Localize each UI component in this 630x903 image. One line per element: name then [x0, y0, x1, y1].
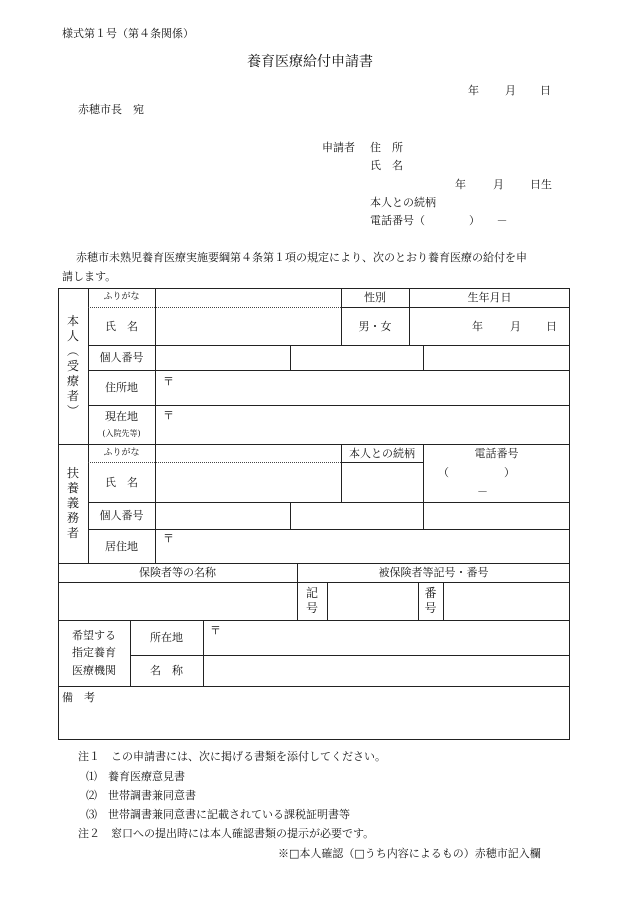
guardian-phone-dash: － [477, 485, 488, 498]
patient-dob-month: 月 [510, 320, 521, 333]
institution-location-postal: 〒 [210, 624, 221, 637]
guardian-residence-field[interactable] [176, 531, 568, 561]
guardian-id-field-3[interactable] [424, 503, 569, 528]
insured-header: 被保険者等記号・番号 [378, 566, 489, 579]
applicant-relation-label: 本人との続柄 [370, 196, 436, 209]
date-day: 日 [540, 84, 551, 97]
patient-id-label: 個人番号 [99, 351, 144, 364]
insured-number-field[interactable] [444, 583, 569, 619]
date-month: 月 [505, 84, 516, 97]
insurer-header: 保険者等の名称 [139, 566, 216, 579]
guardian-id-label: 個人番号 [99, 509, 144, 522]
insurer-name-field[interactable] [59, 583, 296, 619]
guardian-phone-paren: （ ） [438, 466, 515, 479]
applicant-birth-year: 年 [455, 178, 466, 191]
insured-symbol-label: 記 号 [305, 586, 318, 615]
patient-dob-day: 日 [546, 320, 557, 333]
patient-address-field[interactable] [176, 372, 568, 403]
institution-label: 希望する 指定養育 医療機関 [72, 628, 116, 677]
patient-current-postal: 〒 [163, 409, 174, 422]
applicant-birth-month: 月 [493, 178, 504, 191]
patient-dob-header: 生年月日 [467, 291, 512, 304]
note-item-2: ⑵ 世帯調書兼同意書 [86, 789, 196, 802]
guardian-name-label: 氏 名 [105, 475, 138, 489]
office-use-note: ※□本人確認（□うち内容によるもの）赤穂市記入欄 [278, 847, 541, 860]
applicant-birth-day: 日生 [530, 178, 552, 191]
body-text-line2: 請します。 [62, 270, 117, 283]
institution-name-field[interactable] [205, 657, 568, 684]
institution-location-field[interactable] [222, 622, 568, 653]
patient-name-label: 氏 名 [105, 319, 138, 333]
addressee: 赤穂市長 宛 [78, 103, 144, 116]
insured-symbol-field[interactable] [328, 583, 417, 619]
patient-dob-year: 年 [472, 320, 483, 333]
guardian-relation-header: 本人との続柄 [349, 446, 415, 460]
remarks-label: 備 考 [62, 691, 95, 704]
note-item-1: ⑴ 養育医療意見書 [86, 770, 185, 783]
divider-institution-remarks [58, 686, 570, 687]
patient-current-label: 現在地 [105, 409, 138, 423]
note-1: 注１ この申請書には、次に掲げる書類を添付してください。 [78, 750, 386, 763]
patient-id-field-1[interactable] [156, 346, 289, 369]
remarks-field[interactable] [100, 688, 568, 738]
body-text-line1: 赤穂市未熟児養育医療実施要綱第４条第１項の規定により、次のとおり養育医療の給付を申 [76, 251, 527, 264]
institution-name-label: 名 称 [150, 664, 183, 677]
patient-id-field-2[interactable] [291, 346, 422, 369]
guardian-phone-header: 電話番号 [474, 446, 519, 460]
guardian-id-field-2[interactable] [291, 503, 422, 528]
patient-name-field[interactable] [156, 308, 340, 344]
applicant-address-label: 住 所 [370, 141, 403, 154]
date-year: 年 [468, 84, 479, 97]
patient-gender-value[interactable]: 男・女 [358, 319, 392, 333]
patient-id-field-3[interactable] [424, 346, 569, 369]
patient-furigana-label: ふりがな [103, 292, 140, 302]
guardian-relation-field[interactable] [342, 463, 422, 501]
applicant-phone-label: 電話番号（ ） － [370, 214, 508, 227]
form-title: 養育医療給付申請書 [247, 54, 373, 70]
patient-section-label: 本 人 ︵ 受 療 者 ︶ [66, 313, 79, 418]
guardian-section-label: 扶 養 義 務 者 [66, 466, 79, 540]
note-2: 注２ 窓口への提出時には本人確認書類の提示が必要です。 [78, 827, 375, 840]
form-number: 様式第１号（第４条関係） [62, 27, 194, 40]
guardian-residence-postal: 〒 [163, 532, 174, 545]
note-item-3: ⑶ 世帯調書兼同意書に記載されている課税証明書等 [86, 808, 350, 821]
applicant-label: 申請者 [322, 141, 355, 154]
patient-gender-header: 性別 [364, 291, 386, 304]
guardian-residence-label: 居住地 [105, 539, 138, 553]
patient-current-sub: (入院先等) [102, 429, 141, 438]
guardian-id-field-1[interactable] [156, 503, 289, 528]
guardian-furigana-label: ふりがな [103, 447, 140, 458]
insured-number-label: 番 号 [424, 586, 437, 615]
patient-current-field[interactable] [176, 407, 568, 442]
institution-location-label: 所在地 [150, 631, 183, 644]
applicant-name-label: 氏 名 [370, 159, 403, 172]
guardian-name-field[interactable] [156, 463, 340, 501]
patient-address-postal: 〒 [163, 375, 174, 388]
patient-address-label: 住所地 [105, 381, 138, 394]
